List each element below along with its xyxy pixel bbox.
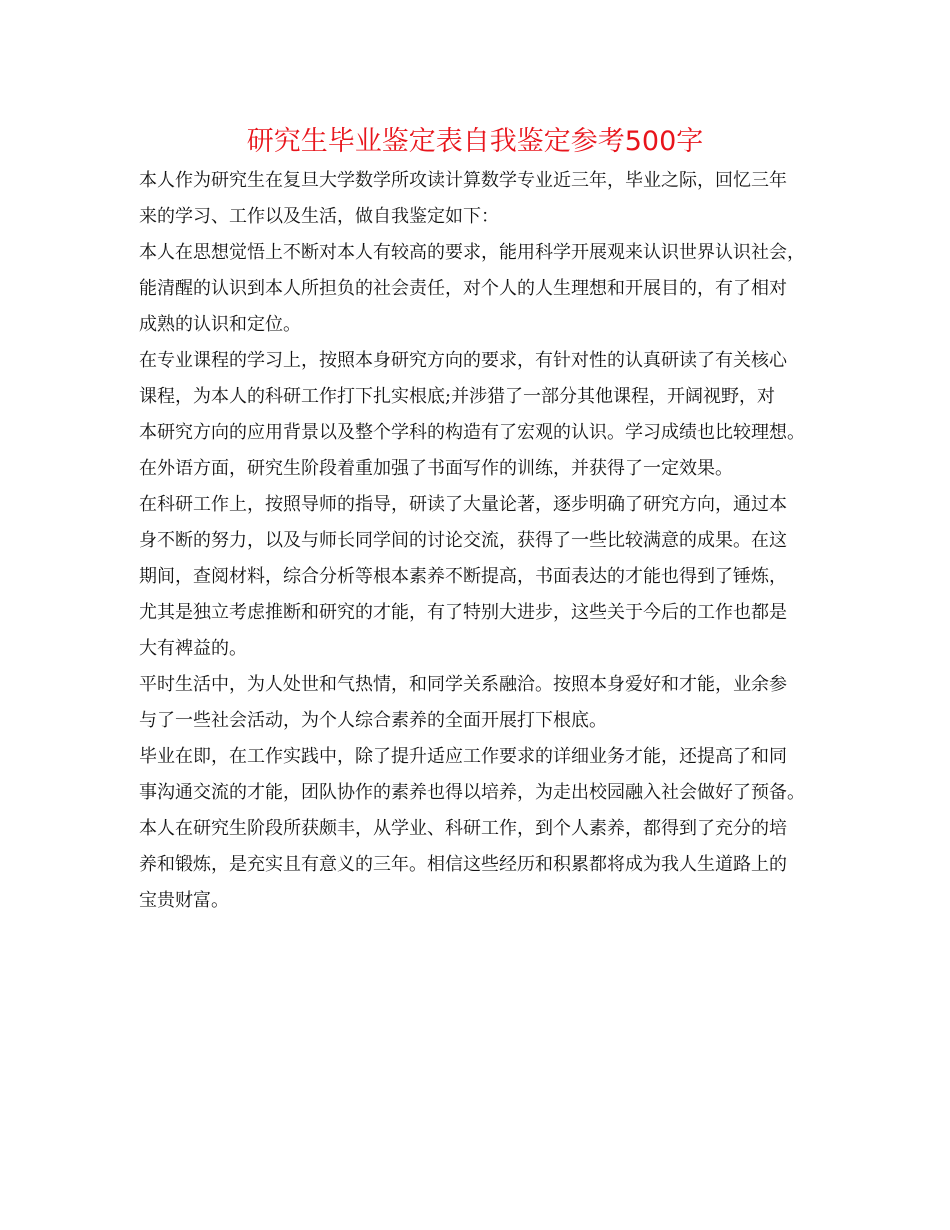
body-line: 成熟的认识和定位。	[139, 314, 301, 335]
body-line: 平时生活中，为人处世和气热情，和同学关系融洽。按照本身爱好和才能，业余参	[139, 674, 787, 695]
body-line: 在科研工作上，按照导师的指导，研读了大量论著，逐步明确了研究方向，通过本	[139, 494, 787, 515]
body-line: 本人在思想觉悟上不断对本人有较高的要求，能用科学开展观来认识世界认识社会，	[139, 242, 805, 263]
body-line: 与了一些社会活动，为个人综合素养的全面开展打下根底。	[139, 710, 607, 731]
body-line: 在专业课程的学习上，按照本身研究方向的要求，有针对性的认真研读了有关核心	[139, 350, 787, 371]
body-line: 能清醒的认识到本人所担负的社会责任，对个人的人生理想和开展目的，有了相对	[139, 278, 787, 299]
body-line: 课程，为本人的科研工作打下扎实根底;并涉猎了一部分其他课程，开阔视野，对	[139, 386, 776, 407]
body-line: 身不断的努力，以及与师长同学间的讨论交流，获得了一些比较满意的成果。在这	[139, 530, 787, 551]
document-body	[139, 163, 834, 919]
body-line: 事沟通交流的才能，团队协作的素养也得以培养，为走出校园融入社会做好了预备。	[139, 782, 805, 803]
body-line: 本人在研究生阶段所获颇丰，从学业、科研工作，到个人素养，都得到了充分的培	[139, 818, 787, 839]
body-line: 尤其是独立考虑推断和研究的才能，有了特别大进步，这些关于今后的工作也都是	[139, 602, 787, 623]
body-line: 本人作为研究生在复旦大学数学所攻读计算数学专业近三年，毕业之际，回忆三年	[139, 170, 787, 191]
body-line: 毕业在即，在工作实践中，除了提升适应工作要求的详细业务才能，还提高了和同	[139, 746, 787, 767]
body-line: 在外语方面，研究生阶段着重加强了书面写作的训练，并获得了一定效果。	[139, 458, 733, 479]
body-line: 本研究方向的应用背景以及整个学科的构造有了宏观的认识。学习成绩也比较理想。	[139, 422, 805, 443]
body-line: 宝贵财富。	[139, 890, 229, 911]
body-line: 来的学习、工作以及生活，做自我鉴定如下：	[139, 206, 499, 227]
body-line: 养和锻炼，是充实且有意义的三年。相信这些经历和积累都将成为我人生道路上的	[139, 854, 787, 875]
body-line: 期间，查阅材料，综合分析等根本素养不断提高，书面表达的才能也得到了锤炼，	[139, 566, 787, 587]
page-title: 研究生毕业鉴定表自我鉴定参考500字	[246, 126, 704, 157]
body-line: 大有裨益的。	[139, 638, 247, 659]
